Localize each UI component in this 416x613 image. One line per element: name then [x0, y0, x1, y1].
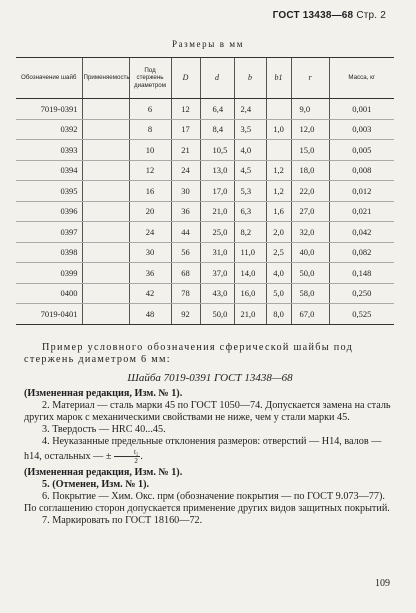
cell-rod: 6: [129, 99, 171, 120]
cell-rod: 12: [129, 160, 171, 181]
example-intro: Пример условного обозначения сферической шайбы под стержень диаметром 6 мм:: [24, 342, 354, 365]
dimensions-table: [16, 57, 394, 325]
tolerance-fraction: [114, 448, 140, 465]
col-b1: b1: [266, 58, 291, 99]
cell-b: 3,5: [234, 119, 266, 140]
table-header-row: [16, 58, 394, 99]
requirements-text: [24, 388, 396, 527]
table-row: [16, 304, 394, 325]
col-b: b: [234, 58, 266, 99]
col-mass: Масса, кг: [329, 58, 394, 99]
cell-d: 21,0: [200, 201, 234, 222]
cell-d: 25,0: [200, 222, 234, 243]
cell-usage: [82, 242, 129, 263]
cell-b: 14,0: [234, 263, 266, 284]
example-block: [24, 342, 396, 384]
cell-mass: 0,082: [329, 242, 394, 263]
item-hardness: 3. Твердость — HRC 40...45.: [42, 424, 166, 435]
cell-b: 6,3: [234, 201, 266, 222]
cell-r: 27,0: [291, 201, 329, 222]
col-rod-diameter: Под стержень диаметром: [129, 58, 171, 99]
cell-designation: 7019-0391: [16, 99, 82, 120]
cell-r: 18,0: [291, 160, 329, 181]
item-coating: 6. Покрытие — Хим. Окс. прм (обозначение покрытия — по ГОСТ 9.073—77). По соглашению сторон допускается применение других видов защитных покрытий.: [24, 491, 390, 514]
cell-designation: 0392: [16, 119, 82, 140]
tolerance-denominator: 2: [134, 457, 138, 465]
cell-b1: 1,6: [266, 201, 291, 222]
cell-usage: [82, 304, 129, 325]
page-label: Стр. 2: [356, 10, 386, 21]
cell-b1: 1,2: [266, 160, 291, 181]
cell-rod: 20: [129, 201, 171, 222]
cell-b1: [266, 99, 291, 120]
cell-d: 24: [171, 160, 200, 181]
amendment-note-2: (Измененная редакция, Изм. № 1).: [24, 467, 183, 478]
page-number: 109: [375, 578, 390, 589]
cell-d: 50,0: [200, 304, 234, 325]
table-row: [16, 140, 394, 161]
cell-usage: [82, 119, 129, 140]
cell-d: 92: [171, 304, 200, 325]
cell-r: 12,0: [291, 119, 329, 140]
tolerance-plus-minus: ±: [105, 450, 112, 462]
cell-r: 32,0: [291, 222, 329, 243]
cell-d: 43,0: [200, 283, 234, 304]
cell-d: 37,0: [200, 263, 234, 284]
cell-rod: 24: [129, 222, 171, 243]
cell-mass: 0,148: [329, 263, 394, 284]
cell-b1: 4,0: [266, 263, 291, 284]
tolerance-numerator: t₂: [114, 448, 140, 457]
cell-r: 40,0: [291, 242, 329, 263]
cell-designation: 0397: [16, 222, 82, 243]
cell-b1: [266, 140, 291, 161]
cell-d: 17,0: [200, 181, 234, 202]
cell-b1: 8,0: [266, 304, 291, 325]
cell-designation: 0393: [16, 140, 82, 161]
cell-rod: 10: [129, 140, 171, 161]
cell-mass: 0,001: [329, 99, 394, 120]
cell-designation: 0399: [16, 263, 82, 284]
cell-rod: 30: [129, 242, 171, 263]
cell-r: 15,0: [291, 140, 329, 161]
cell-b1: 2,0: [266, 222, 291, 243]
cell-mass: 0,012: [329, 181, 394, 202]
standard-title: ГОСТ 13438—68: [272, 10, 354, 21]
cell-designation: 0396: [16, 201, 82, 222]
cell-rod: 48: [129, 304, 171, 325]
cell-d: 68: [171, 263, 200, 284]
cell-d: 6,4: [200, 99, 234, 120]
cell-d: 78: [171, 283, 200, 304]
cell-mass: 0,005: [329, 140, 394, 161]
amendment-note-1: (Измененная редакция, Изм. № 1).: [24, 388, 183, 399]
item-marking: 7. Маркировать по ГОСТ 18160—72.: [42, 515, 203, 526]
cell-mass: 0,042: [329, 222, 394, 243]
cell-usage: [82, 140, 129, 161]
col-usage: Применяемость: [82, 58, 129, 99]
table-row: [16, 181, 394, 202]
table-row: [16, 283, 394, 304]
table-row: [16, 201, 394, 222]
cell-usage: [82, 263, 129, 284]
table-row: [16, 99, 394, 120]
cell-d: 8,4: [200, 119, 234, 140]
col-r: r: [291, 58, 329, 99]
cell-b: 8,2: [234, 222, 266, 243]
cell-usage: [82, 222, 129, 243]
cell-r: 9,0: [291, 99, 329, 120]
cell-b1: 1,2: [266, 181, 291, 202]
cell-b1: 2,5: [266, 242, 291, 263]
example-designation: Шайба 7019-0391 ГОСТ 13438—68: [127, 372, 293, 384]
cell-d: 12: [171, 99, 200, 120]
col-d: d: [200, 58, 234, 99]
cell-b1: 1,0: [266, 119, 291, 140]
cell-b: 4,0: [234, 140, 266, 161]
cell-b: 11,0: [234, 242, 266, 263]
col-designation: Обозначение шайб: [16, 58, 82, 99]
cell-mass: 0,525: [329, 304, 394, 325]
cell-rod: 8: [129, 119, 171, 140]
cell-rod: 16: [129, 181, 171, 202]
cell-d: 21: [171, 140, 200, 161]
cell-d: 31,0: [200, 242, 234, 263]
cell-usage: [82, 99, 129, 120]
cell-b: 16,0: [234, 283, 266, 304]
cell-r: 50,0: [291, 263, 329, 284]
cell-mass: 0,003: [329, 119, 394, 140]
cell-b: 21,0: [234, 304, 266, 325]
tolerances-text: 4. Неуказанные предельные отклонения размеров: отверстий — H14, валов — h14, остальных —: [24, 436, 382, 462]
tolerance-period: .: [140, 450, 143, 462]
table-row: [16, 160, 394, 181]
cell-b: 2,4: [234, 99, 266, 120]
cell-d: 17: [171, 119, 200, 140]
table-row: [16, 222, 394, 243]
cell-b: 4,5: [234, 160, 266, 181]
col-D: D: [171, 58, 200, 99]
cell-d: 30: [171, 181, 200, 202]
cell-mass: 0,008: [329, 160, 394, 181]
cell-designation: 0394: [16, 160, 82, 181]
cell-designation: 0398: [16, 242, 82, 263]
cell-b1: 5,0: [266, 283, 291, 304]
cell-r: 22,0: [291, 181, 329, 202]
cell-usage: [82, 181, 129, 202]
cell-mass: 0,021: [329, 201, 394, 222]
cell-usage: [82, 283, 129, 304]
table-row: [16, 263, 394, 284]
cell-usage: [82, 201, 129, 222]
cell-designation: 7019-0401: [16, 304, 82, 325]
table-row: [16, 242, 394, 263]
table-caption: Размеры в мм: [171, 39, 244, 49]
item-tolerances: [24, 436, 396, 465]
item-material: 2. Материал — сталь марки 45 по ГОСТ 1050—74. Допускается замена на сталь других марок с механическими свойствами не ниже, чем у стали марки 45.: [24, 400, 391, 423]
cell-rod: 36: [129, 263, 171, 284]
cell-d: 56: [171, 242, 200, 263]
cell-r: 67,0: [291, 304, 329, 325]
cell-d: 36: [171, 201, 200, 222]
cell-designation: 0400: [16, 283, 82, 304]
cell-r: 58,0: [291, 283, 329, 304]
cell-d: 44: [171, 222, 200, 243]
cell-d: 13,0: [200, 160, 234, 181]
page-header: [273, 10, 386, 21]
item-cancelled: 5. (Отменен, Изм. № 1).: [42, 479, 150, 490]
cell-usage: [82, 160, 129, 181]
cell-d: 10,5: [200, 140, 234, 161]
cell-b: 5,3: [234, 181, 266, 202]
table-row: [16, 119, 394, 140]
cell-mass: 0,250: [329, 283, 394, 304]
cell-designation: 0395: [16, 181, 82, 202]
cell-rod: 42: [129, 283, 171, 304]
